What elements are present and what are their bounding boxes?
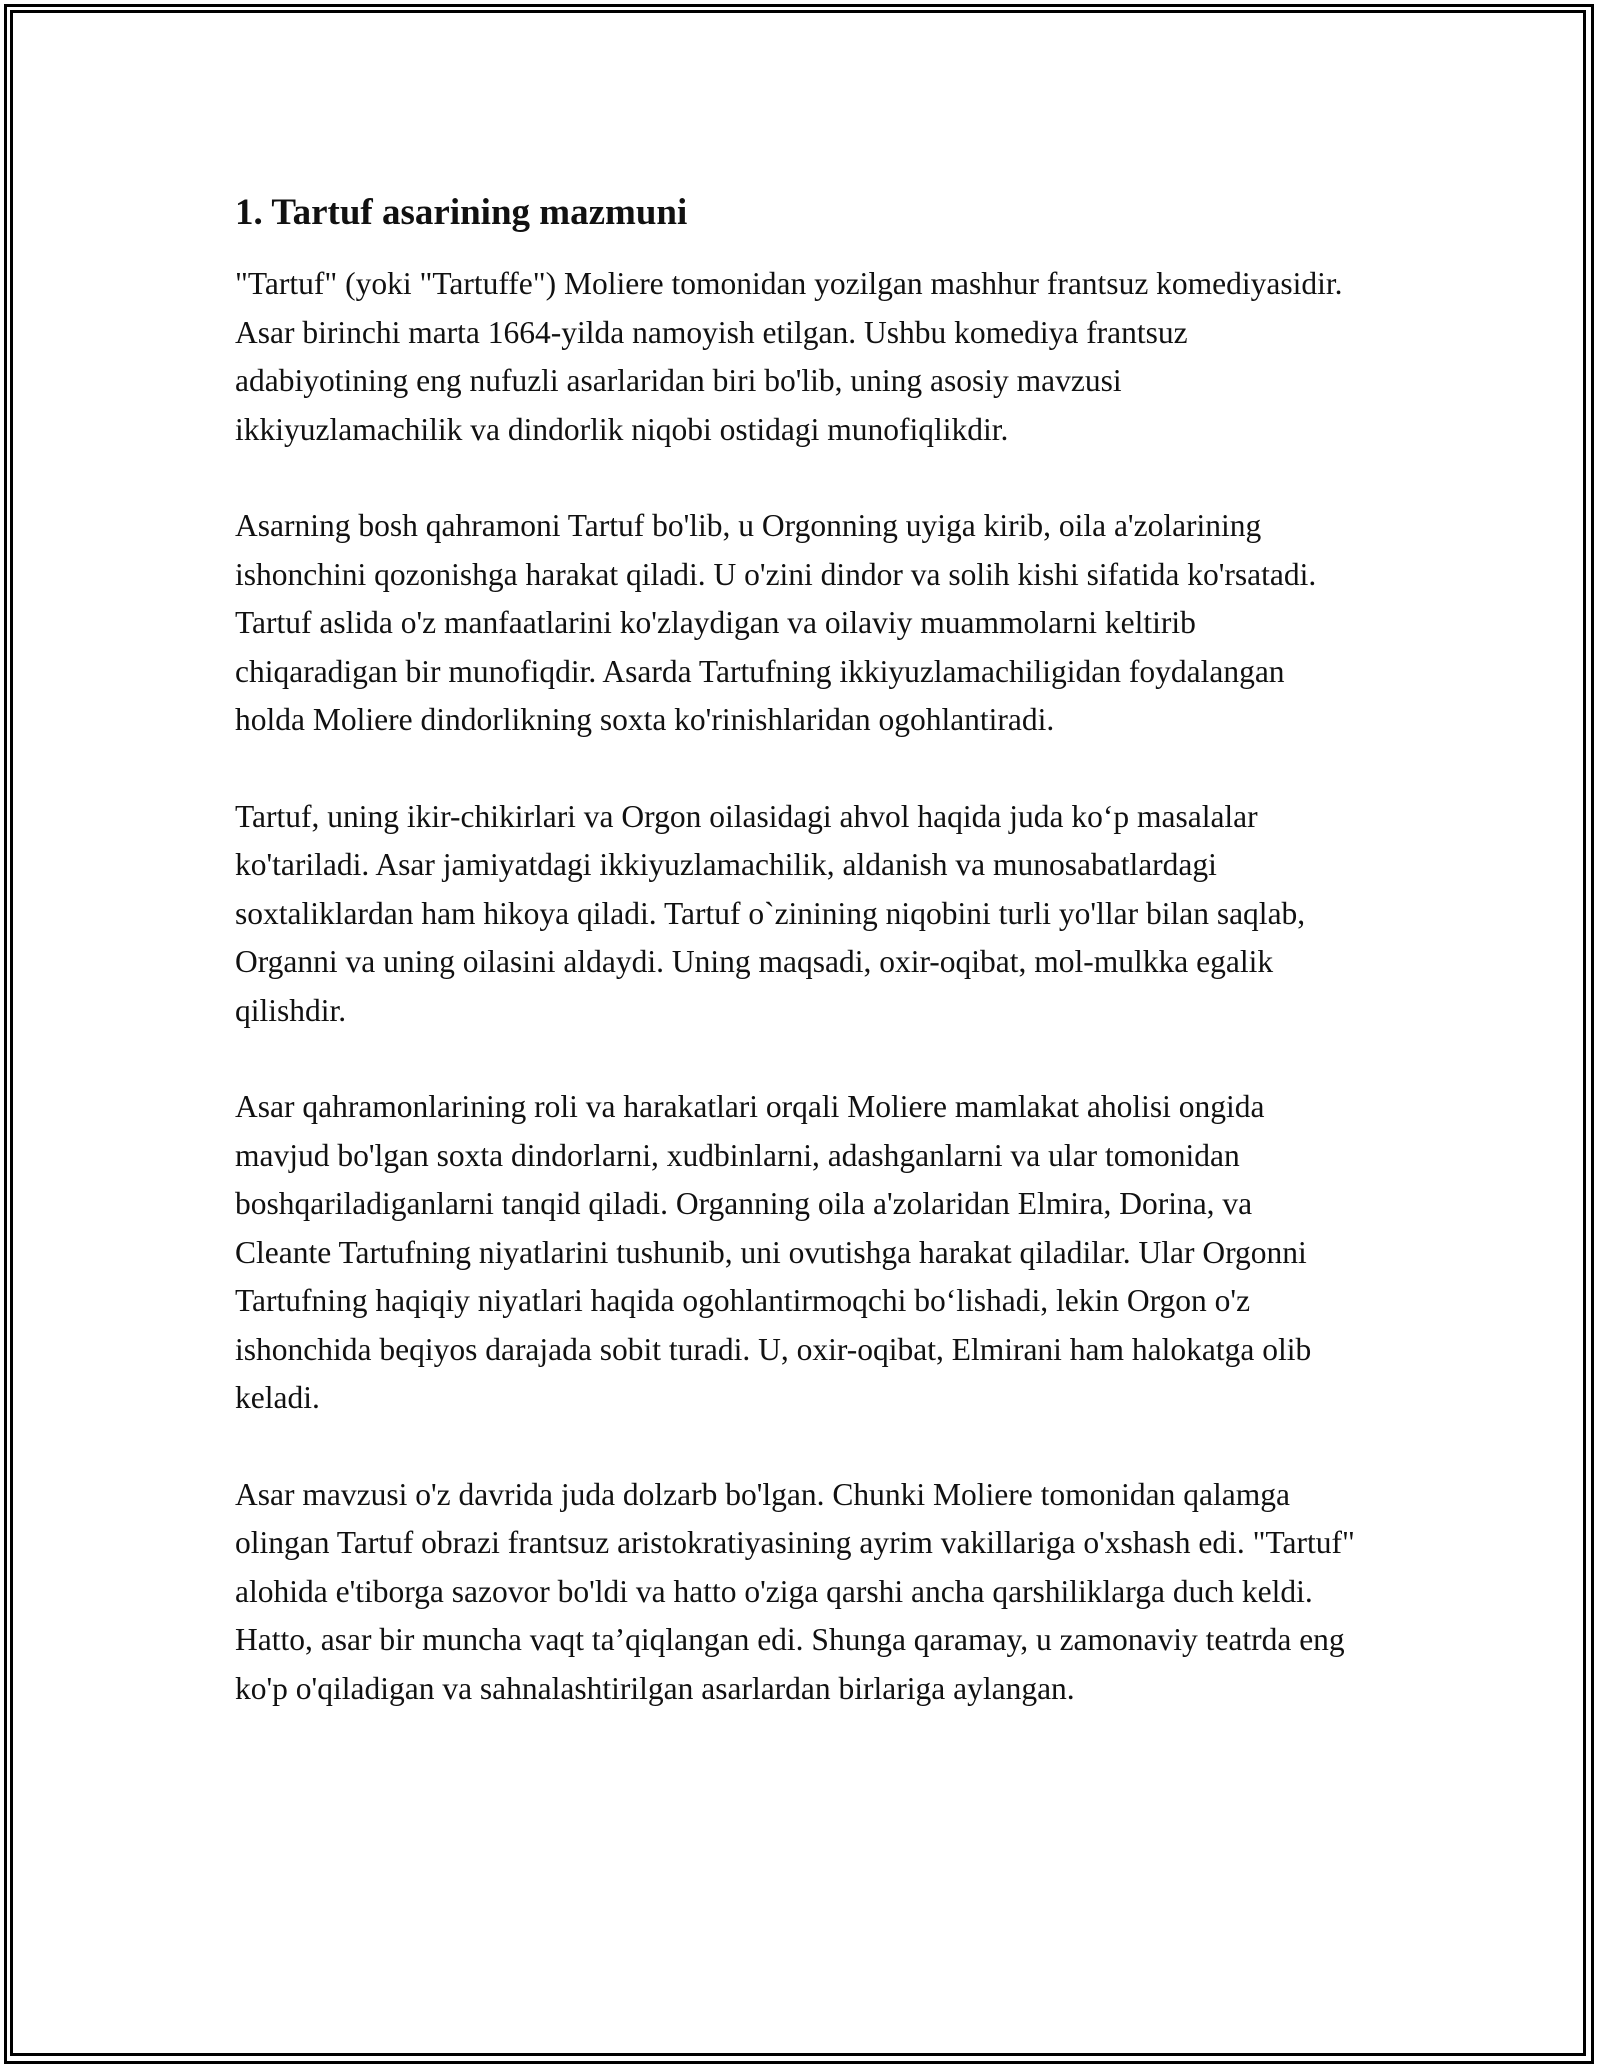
- paragraph-2: Asarning bosh qahramoni Tartuf bo'lib, u Orgonning uyiga kirib, oila a'zolarining ishonchini qozonishga harakat qiladi. U o'zini dindor va solih kishi sifatida ko'rsatadi. Tartuf aslida o'z manfaatlarini ko'zlaydigan va oilaviy muammolarni keltirib chiqaradigan bir munofiqdir. Asarda Tartufning ikkiyuzlamachiligidan foydalangan holda Moliere dindorlikning soxta ko'rinishlaridan ogohlantiradi.: [235, 508, 1317, 737]
- paragraph-5: Asar mavzusi o'z davrida juda dolzarb bo'lgan. Chunki Moliere tomonidan qalamga olingan Tartuf obrazi frantsuz aristokratiyasining ayrim vakillariga o'xshash edi. "Tartuf" alohida e'tiborga sazovor bo'ldi va hatto o'ziga qarshi ancha qarshiliklarga duch keldi. Hatto, asar bir muncha vaqt ta’qiqlangan edi. Shunga qaramay, u zamonaviy teatrda eng ko'p o'qiladigan va sahnalashtirilgan asarlardan birlariga aylangan.: [235, 1476, 1355, 1706]
- paragraph-4: Asar qahramonlarining roli va harakatlari orqali Moliere mamlakat aholisi ongida mavjud bo'lgan soxta dindorlarni, xudbinlarni, adashganlarni va ular tomonidan boshqariladiganlarni tanqid qiladi. Organning oila a'zolaridan Elmira, Dorina, va Cleante Tartufning niyatlarini tushunib, uni ovutishga harakat qiladilar. Ular Orgonni Tartufning haqiqiy niyatlari haqida ogohlantirmoqchi bo‘lishadi, lekin Orgon o'z ishonchida beqiyos darajada sobit turadi. U, oxir-oqibat, Elmirani ham halokatga olib keladi.: [235, 1089, 1312, 1415]
- paragraph-3: Tartuf, uning ikir-chikirlari va Orgon oilasidagi ahvol haqida juda ko‘p masalalar ko'tariladi. Asar jamiyatdagi ikkiyuzlamachilik, aldanish va munosabatlardagi soxtaliklardan ham hikoya qiladi. Tartuf o`zinining niqobini turli yo'llar bilan saqlab, Organni va uning oilasini aldaydi. Uning maqsadi, oxir-oqibat, mol-mulkka egalik qilishdir.: [235, 798, 1306, 1028]
- paragraph-1: "Tartuf" (yoki "Tartuffe") Moliere tomonidan yozilgan mashhur frantsuz komediyasidir. Asar birinchi marta 1664-yilda namoyish etilgan. Ushbu komediya frantsuz adabiyotining eng nufuzli asarlaridan biri bo'lib, uning asosiy mavzusi ikkiyuzlamachilik va dindorlik niqobi ostidagi munofiqlikdir.: [235, 266, 1343, 447]
- document-body: [235, 188, 1355, 1761]
- section-heading: 1. Tartuf asarining mazmuni: [235, 192, 688, 233]
